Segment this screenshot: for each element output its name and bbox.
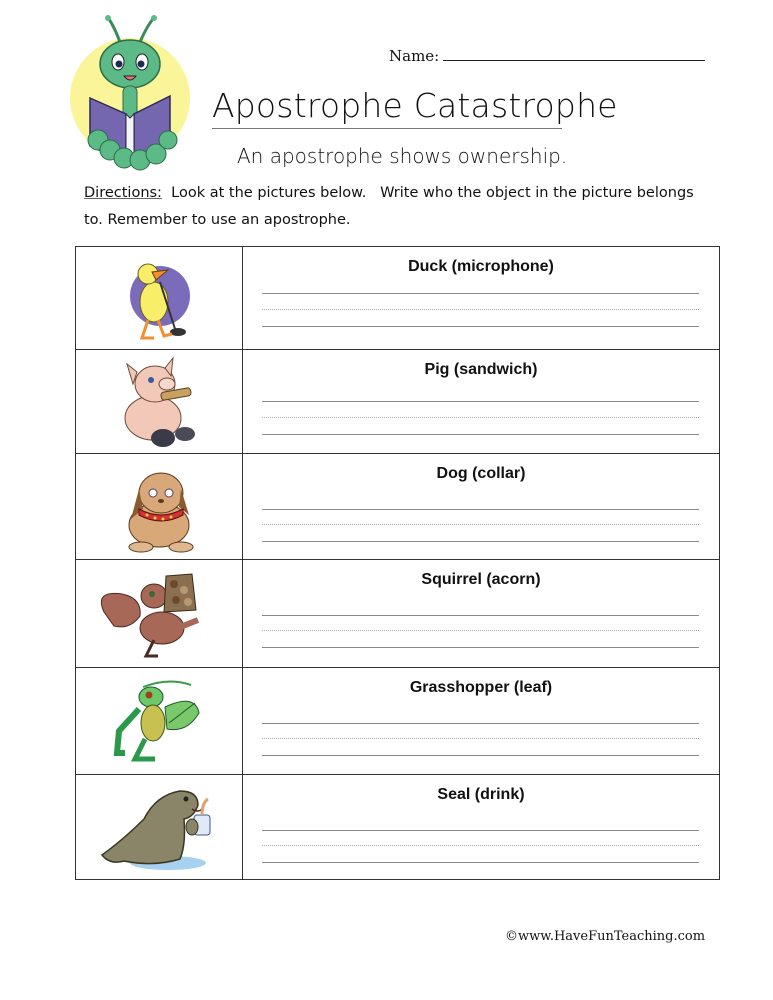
answer-cell[interactable] — [243, 350, 719, 453]
table-row — [76, 453, 719, 559]
table-row — [76, 247, 719, 349]
picture-cell — [76, 560, 243, 667]
writing-lines[interactable] — [262, 293, 699, 327]
picture-cell — [76, 668, 243, 774]
squirrel-acorns-icon — [94, 566, 224, 662]
name-label: Name: — [389, 47, 440, 65]
grasshopper-leaf-icon — [99, 673, 219, 769]
answer-cell[interactable] — [243, 668, 719, 774]
worksheet-table — [75, 246, 720, 880]
answer-cell[interactable] — [243, 560, 719, 667]
answer-cell[interactable] — [243, 454, 719, 559]
copyright-footer: ©www.HaveFunTeaching.com — [505, 929, 706, 944]
picture-cell — [76, 454, 243, 559]
writing-lines[interactable] — [262, 615, 699, 648]
picture-cell — [76, 775, 243, 879]
prompt-label: Pig (sandwich) — [424, 361, 538, 378]
name-blank-line[interactable] — [443, 46, 705, 61]
prompt-label: Squirrel (acorn) — [421, 571, 541, 588]
table-row — [76, 774, 719, 879]
directions — [84, 180, 704, 234]
writing-lines[interactable] — [262, 723, 699, 756]
pig-eating-icon — [109, 354, 209, 450]
directions-text: Look at the pictures below. Write who the object in the picture belongs to. Remember to use an apostrophe. — [84, 185, 699, 228]
prompt-label: Dog (collar) — [436, 465, 526, 482]
prompt-label: Grasshopper (leaf) — [409, 679, 553, 696]
picture-cell — [76, 350, 243, 453]
writing-lines[interactable] — [262, 401, 699, 435]
table-row — [76, 559, 719, 667]
picture-cell — [76, 247, 243, 349]
directions-label: Directions: — [84, 185, 162, 201]
page-subtitle: An apostrophe shows ownership. — [237, 144, 568, 168]
dog-collar-icon — [109, 459, 209, 555]
bookworm-reading-icon — [68, 12, 198, 172]
writing-lines[interactable] — [262, 509, 699, 542]
seal-drink-icon — [94, 779, 224, 875]
name-field[interactable] — [389, 46, 705, 65]
prompt-label: Duck (microphone) — [408, 258, 554, 275]
table-row — [76, 667, 719, 774]
answer-cell[interactable] — [243, 247, 719, 349]
writing-lines[interactable] — [262, 830, 699, 863]
prompt-label: Seal (drink) — [437, 786, 525, 803]
answer-cell[interactable] — [243, 775, 719, 879]
page-title: Apostrophe Catastrophe — [212, 86, 562, 129]
duck-singing-icon — [114, 252, 204, 344]
table-row — [76, 349, 719, 453]
